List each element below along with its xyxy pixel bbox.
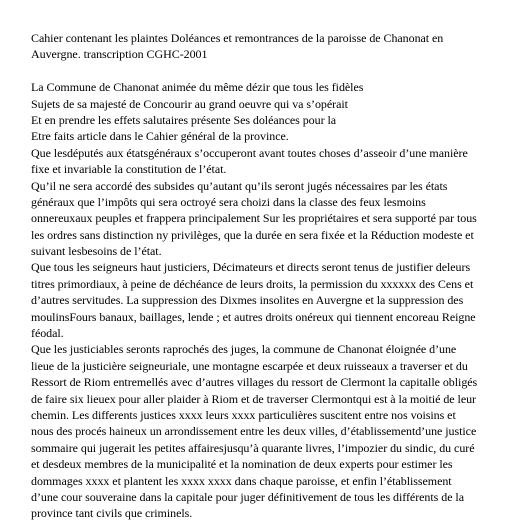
header-line: Cahier contenant les plaintes Doléances et remontrances de la paroisse de Chanonat en [31,31,444,45]
body-line: chemin. Les differents justices xxxx leurs xxxx particulières suscitent entre nos voisins et [31,407,456,422]
body-line: lieue de la justicière seigneuriale, une montagne escarpée et deux ruisseaux a traverser et du [31,358,468,373]
body-line: sommaire qui jugerait les petites affairesjusqu’à quarante livres, l’impozier du sindic, du curé [31,440,475,455]
paragraph-spacer [31,63,513,79]
body-line: Que tous les seigneurs haut justiciers, Décimateurs et directs seront tenus de justifier deleurs [31,260,471,275]
body-line: les ordres sans distinction ny privilèges, que la durée en sera fixée et la Réduction modeste et [31,227,474,242]
body-line: féodal. [31,326,64,341]
document-page [31,30,513,522]
body-line: La Commune de Chanonat animée du même dézir que tous les fidèles [31,80,364,95]
document-body [31,79,513,522]
body-line: Ressort de Riom entremellés avec d’autres villages du ressort de Clermont la capitalle obligés [31,375,478,390]
body-line: de faire six lieuex pour aller plaider à Riom et de traverser Clermontqui est à la moitié de leur [31,391,476,406]
body-line: onnereuxaux peuples et frappera principalement Sur les propriétaires et sera supporté par tous [31,211,477,226]
body-line: Et en prendre les effets salutaires présente Ses doléances pour la [31,112,337,127]
body-line: Qu’il ne sera accordé des subsides qu’autant qu’ils seront jugés nécessaires par les états [31,178,448,193]
body-line: Sujets de sa majesté de Concourir au grand oeuvre qui va s’opérait [31,96,348,111]
body-line: Etre faits article dans le Cahier général de la province. [31,129,289,144]
document-header [31,30,513,63]
body-line: suivant lesbesoins de l’état. [31,244,162,259]
body-line: dommages xxxx et plantent les xxxx xxxx dans chaque paroisse, et enfin l’établissement [31,473,452,488]
body-line: Que lesdéputés aux étatsgénéraux s’occuperont avant toutes choses d’asseoir d’une manière [31,145,468,160]
body-line: fixe et invariable la constitution de l’état. [31,162,227,177]
body-line: moulinsFours banaux, baillages, lende ; et autres droits onéreux qui tiennent encoreau Reigne [31,309,476,324]
header-line: Auvergne. transcription CGHC-2001 [31,47,208,62]
body-line: titres primordiaux, à peine de déchéance de leurs droits, la permission du xxxxxx des Cens et [31,276,474,291]
body-line: nous des procés haineux un arrondissement entre les deux villes, d’établissementd’une justice [31,424,477,439]
body-line: d’une cour souveraine dans la capitale pour juger définitivement de tous les différents de la [31,489,464,504]
body-line: généraux que l’impôts qui sera octroyé sera choizi dans la classe des feux lesmoins [31,194,426,209]
body-line: et desdeux membres de la municipalité et la nomination de deux experts pour estimer les [31,457,453,472]
body-line: province tant civils que criminels. [31,506,193,521]
body-line: d’autres servitudes. La suppression des Dixmes insolites en Auvergne et la suppression des [31,293,464,308]
body-line: Que les justiciables seronts raprochés des juges, la commune de Chanonat éloignée d’une [31,342,457,357]
